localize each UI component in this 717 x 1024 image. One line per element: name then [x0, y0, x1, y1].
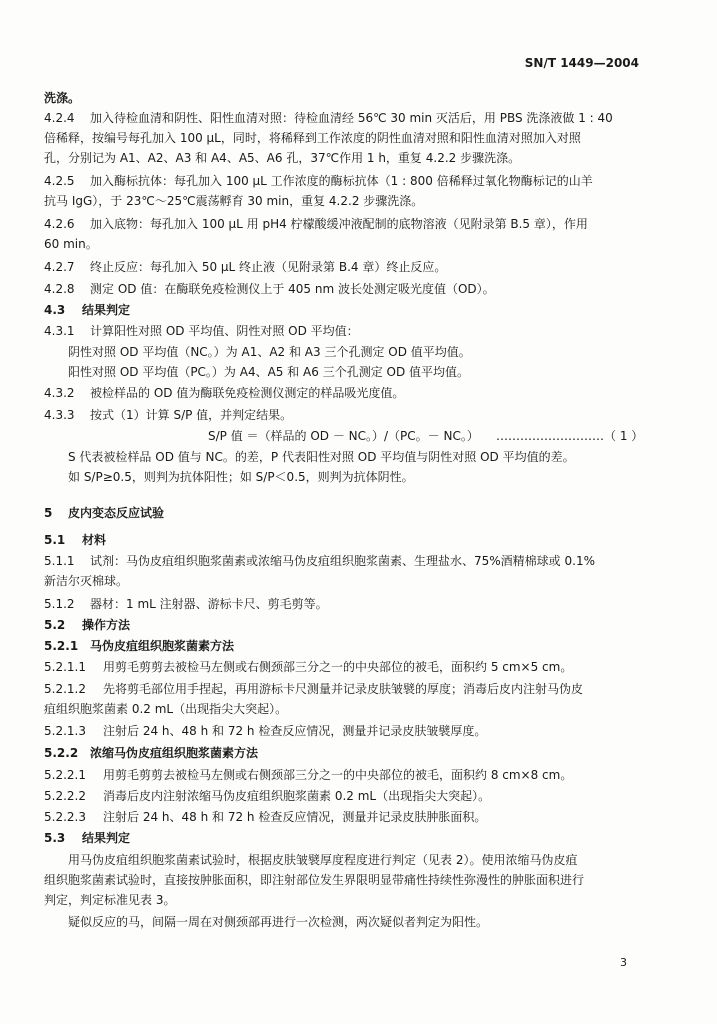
text-line: 新洁尔灭棉球。	[44, 574, 129, 588]
text-line: 组织胞浆菌素试验时，直接按肿胀面积，即注射部位发生界限明显带痛性持续性弥漫性的肿胀面积进行	[44, 873, 585, 887]
clause-number: 4.2.4	[44, 111, 75, 125]
clause-number: 4.3.2	[44, 386, 75, 400]
section-number: 4.3	[44, 303, 66, 317]
section-number: 5.3	[44, 831, 66, 845]
text-line: 被检样品的 OD 值为酶联免疫检测仪测定的样品吸光度值。	[90, 386, 405, 400]
text-line: 倍稀释，按编号每孔加入 100 μL，同时，将稀释到工作浓度的阴性血清对照和阳性血清对照加入对照	[44, 131, 581, 145]
clause-number: 5.2.2.1	[44, 768, 86, 782]
text-line: 60 min。	[44, 237, 98, 251]
clause-number: 5.1.1	[44, 554, 75, 568]
text-line: 用马伪皮疽组织胞浆菌素试验时，根据皮肤皱襞厚度程度进行判定（见表 2）。使用浓缩马伪皮疽	[68, 853, 578, 867]
formula: S/P 值 ＝（样品的 OD － NC。）/（PC。－ NC。）	[208, 429, 479, 443]
text-line: 注射后 24 h、48 h 和 72 h 检查反应情况，测量并记录皮肤皱襞厚度。	[103, 724, 487, 738]
clause-number: 5.2.2.3	[44, 810, 86, 824]
text-line: 洗涤。	[44, 91, 81, 105]
text-line: 用剪毛剪剪去被检马左侧或右侧颈部三分之一的中央部位的被毛，面积约 8 cm×8 cm。	[103, 768, 573, 782]
clause-number: 5.2.2.2	[44, 789, 86, 803]
clause-number: 4.3.3	[44, 408, 75, 422]
text-line: 器材：1 mL 注射器、游标卡尺、剪毛剪等。	[90, 597, 328, 611]
text-line: 如 S/P≥0.5，则判为抗体阳性；如 S/P＜0.5，则判为抗体阴性。	[68, 470, 414, 484]
clause-number: 5.2.1.3	[44, 724, 86, 738]
text-line: 阳性对照 OD 平均值（PC。）为 A4、A5 和 A6 三个孔测定 OD 值平均值。	[68, 365, 470, 379]
text-line: 判定，判定标准见表 3。	[44, 893, 176, 907]
section-heading: 材料	[82, 533, 107, 547]
section-number: 5.2.1	[44, 639, 79, 653]
section-heading: 结果判定	[82, 303, 131, 317]
formula-number: ………………………（ 1 ）	[496, 429, 644, 443]
section-heading: 操作方法	[82, 618, 131, 632]
text-line: 终止反应：每孔加入 50 μL 终止液（见附录第 B.4 章）终止反应。	[90, 260, 447, 274]
text-line: 消毒后皮内注射浓缩马伪皮疽组织胞浆菌素 0.2 mL（出现指尖大突起）。	[103, 789, 491, 803]
text-line: 试剂：马伪皮疽组织胞浆菌素或浓缩马伪皮疽组织胞浆菌素、生理盐水、75%酒精棉球或 0.1%	[90, 554, 595, 568]
section-number: 5.2.2	[44, 746, 79, 760]
clause-number: 5.1.2	[44, 597, 75, 611]
text-line: 抗马 IgG），于 23℃～25℃震荡孵育 30 min，重复 4.2.2 步骤洗涤。	[44, 194, 424, 208]
clause-number: 4.2.5	[44, 174, 75, 188]
section-number: 5.1	[44, 533, 66, 547]
section-heading: 马伪皮疽组织胞浆菌素方法	[90, 639, 235, 653]
text-line: 计算阳性对照 OD 平均值、阴性对照 OD 平均值：	[90, 324, 359, 338]
text-line: 测定 OD 值：在酶联免疫检测仪上于 405 nm 波长处测定吸光度值（OD）。	[90, 282, 495, 296]
text-line: 用剪毛剪剪去被检马左侧或右侧颈部三分之一的中央部位的被毛，面积约 5 cm×5 cm。	[103, 660, 573, 674]
text-line: 阴性对照 OD 平均值（NC。）为 A1、A2 和 A3 三个孔测定 OD 值平均值。	[68, 345, 471, 359]
section-heading: 结果判定	[82, 831, 131, 845]
text-line: 疽组织胞浆菌素 0.2 mL（出现指尖大突起）。	[44, 702, 288, 716]
text-line: 注射后 24 h、48 h 和 72 h 检查反应情况，测量并记录皮肤肿胀面积。	[103, 810, 487, 824]
text-line: 加入待检血清和阴性、阳性血清对照：待检血清经 56℃ 30 min 灭活后，用 PBS 洗涤液做 1 : 40	[90, 111, 613, 125]
text-line: S 代表被检样品 OD 值与 NC。的差，P 代表阳性对照 OD 平均值与阴性对照 OD 平均值的差。	[68, 450, 575, 464]
text-line: 疑似反应的马，间隔一周在对侧颈部再进行一次检测，两次疑似者判定为阳性。	[68, 915, 489, 929]
page-number: 3	[620, 956, 627, 969]
text-line: 先将剪毛部位用手捏起，再用游标卡尺测量并记录皮肤皱襞的厚度；消毒后皮内注射马伪皮	[103, 682, 584, 696]
clause-number: 4.2.6	[44, 217, 75, 231]
clause-number: 4.2.8	[44, 282, 75, 296]
section-heading: 皮内变态反应试验	[68, 506, 165, 520]
section-number: 5	[44, 506, 53, 520]
clause-number: 5.2.1.2	[44, 682, 86, 696]
clause-number: 4.2.7	[44, 260, 75, 274]
document-code: SN/T 1449—2004	[524, 56, 639, 70]
section-heading: 浓缩马伪皮疽组织胞浆菌素方法	[90, 746, 259, 760]
text-line: 按式（1）计算 S/P 值，并判定结果。	[90, 408, 293, 422]
clause-number: 5.2.1.1	[44, 660, 86, 674]
text-line: 加入底物：每孔加入 100 μL 用 pH4 柠檬酸缓冲液配制的底物溶液（见附录第 B.5 章），作用	[90, 217, 588, 231]
clause-number: 4.3.1	[44, 324, 75, 338]
text-line: 孔，分别记为 A1、A2、A3 和 A4、A5、A6 孔，37℃作用 1 h，重复 4.2.2 步骤洗涤。	[44, 151, 521, 165]
text-line: 加入酶标抗体：每孔加入 100 μL 工作浓度的酶标抗体（1 : 800 倍稀释过氧化物酶标记的山羊	[90, 174, 593, 188]
section-number: 5.2	[44, 618, 66, 632]
